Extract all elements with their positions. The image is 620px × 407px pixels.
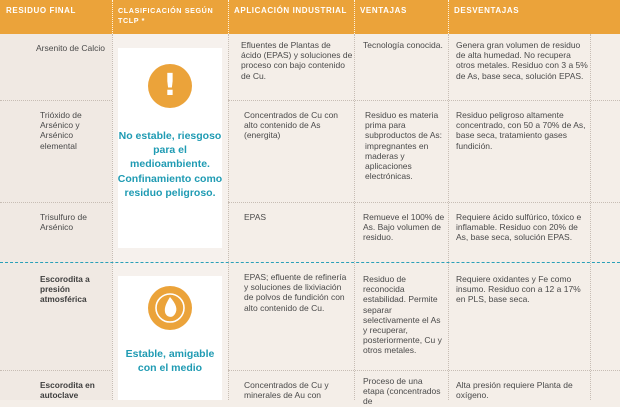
column-divider [228, 34, 229, 400]
desventajas-cell: Genera gran volumen de residuo de alta humedad. No recupera otros metales. Residuo con 3 a 5% de As, base seca, solución EPAS. [456, 40, 588, 81]
aplicacion-cell: Efluentes de Plantas de ácido (EPAS) y soluciones de proceso con bajo contenido de Cu. [241, 40, 353, 81]
aplicacion-cell: EPAS; efluente de refinería y soluciones de lixiviación de polvos de fundición con alto contenido de Cu. [244, 272, 347, 313]
header-divider [354, 0, 356, 34]
header-ventajas [354, 0, 448, 34]
header-divider [448, 0, 450, 34]
ventajas-cell: Residuo es materia prima para subproductos de As: impregnantes en maderas y aplicaciones electrónicas. [365, 110, 443, 182]
residuo-cell: Arsenito de Calcio [36, 43, 105, 53]
header-label: DESVENTAJAS [454, 6, 520, 15]
header-label: APLICACIÓN INDUSTRIAL [234, 6, 348, 15]
residuo-cell: Escorodita a presión atmosférica [40, 274, 90, 305]
ventajas-cell: Tecnología conocida. [363, 40, 443, 50]
header-divider [112, 0, 114, 34]
desventajas-cell: Residuo peligroso altamente concentrado, con 50 a 70% de As, base seca, tratamiento gases fundición. [456, 110, 586, 151]
exclamation-icon [148, 64, 192, 108]
ventajas-cell: Residuo de reconocida estabilidad. Permite separar selectivamente el As y recuperar, posteriormente, Cu y otros metales. [363, 274, 442, 356]
hazard-classification-text: No estable, riesgoso para el medioambiente. Confinamiento como residuo peligroso. [117, 130, 223, 199]
desventajas-cell: Alta presión requiere Planta de oxígeno. [456, 380, 573, 401]
row-divider [0, 100, 112, 101]
header-divider [228, 0, 230, 34]
ventajas-cell: Remueve el 100% de As. Bajo volumen de residuo. [363, 212, 445, 243]
desventajas-cell: Requiere oxidantes y Fe como insumo. Residuo con a 12 a 17% en PLS, base seca. [456, 274, 581, 305]
residuo-cell: Escorodita en autoclave [40, 380, 95, 401]
column-divider [590, 34, 591, 400]
aplicacion-cell: Concentrados de Cu con alto contenido de As (energita) [244, 110, 339, 141]
header-aplicacion [228, 0, 354, 34]
residuo-cell: Trióxido de Arsénico y Arsénico elemental [40, 110, 82, 151]
row-divider [228, 202, 620, 203]
leaf-drop-svg [148, 286, 192, 330]
header-residuo-final [0, 0, 112, 34]
desventajas-cell: Requiere ácido sulfúrico, tóxico e inflamable. Residuo con 20% de As, base seca, solución EPAS. [456, 212, 582, 243]
row-divider [228, 370, 620, 371]
header-clasificacion [112, 0, 228, 34]
header-label: CLASIFICACIÓN SEGÚN TCLP * [118, 6, 214, 25]
exclamation-mark: ! [163, 68, 177, 103]
aplicacion-cell: Concentrados de Cu y minerales de Au con [244, 380, 329, 401]
header-label: RESIDUO FINAL [6, 6, 77, 15]
leaf-drop-icon [148, 286, 192, 330]
aplicacion-cell: EPAS [244, 212, 267, 222]
stable-classification-text: Estable, amigable con el medio [125, 348, 215, 375]
column-divider [112, 34, 113, 400]
row-divider [0, 370, 112, 371]
header-label: VENTAJAS [360, 6, 407, 15]
row-divider [228, 100, 620, 101]
header-desventajas [448, 0, 620, 34]
row-divider [0, 202, 112, 203]
ventajas-cell: Proceso de una etapa (concentrados de [363, 376, 441, 407]
group-divider [0, 262, 620, 263]
residuo-cell: Trisulfuro de Arsénico [40, 212, 87, 233]
column-divider [448, 34, 449, 400]
column-divider [354, 34, 355, 400]
